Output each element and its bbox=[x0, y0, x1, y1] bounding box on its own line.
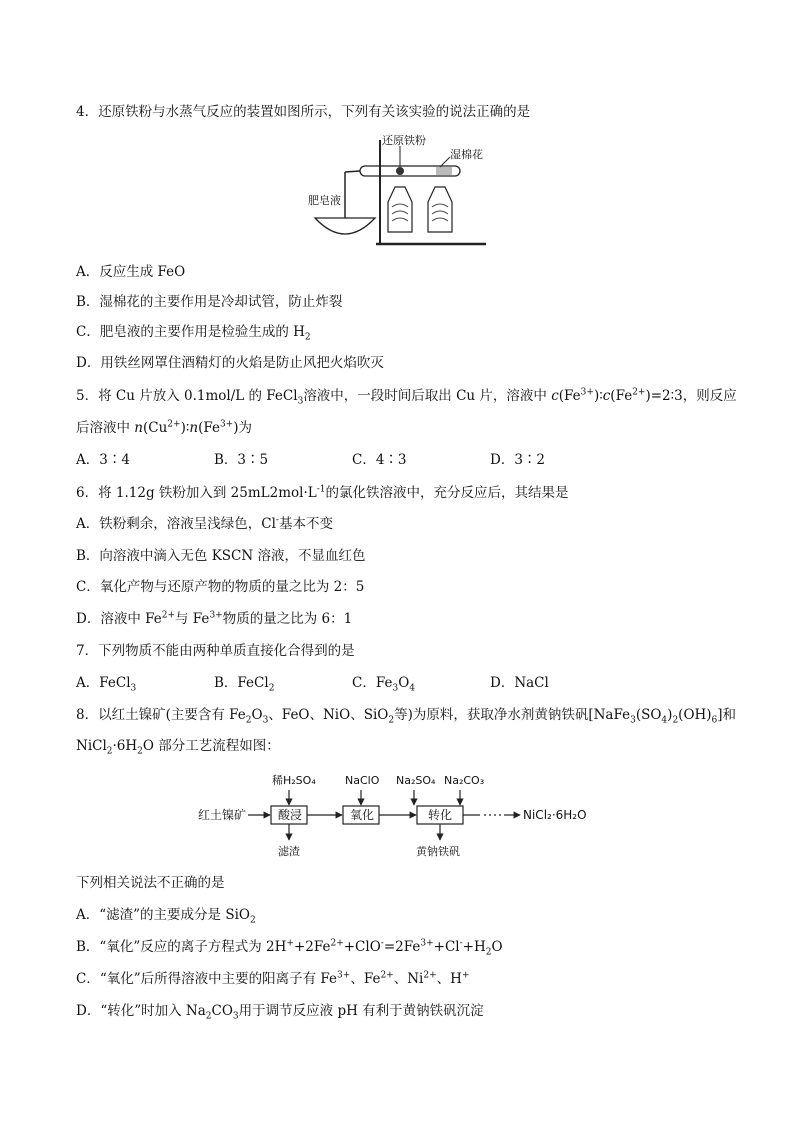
flow-start-ore: 红土镍矿 bbox=[198, 808, 247, 822]
q5-close4: )为 bbox=[233, 420, 253, 436]
soap-basin bbox=[315, 218, 375, 234]
q6-t1: 6．将 1.12g 铁粉加入到 25mL2mol·L bbox=[76, 485, 317, 501]
q8-s5: 4 bbox=[661, 715, 668, 726]
q4-option-c bbox=[76, 322, 311, 342]
alcohol-lamp-1 bbox=[388, 187, 412, 232]
q8-option-b bbox=[76, 937, 503, 957]
q5-c1: c bbox=[551, 388, 559, 404]
label-iron-powder: 还原铁粉 bbox=[382, 134, 426, 147]
q8-d-sub1: 2 bbox=[205, 1011, 212, 1022]
q8-b7: O bbox=[491, 939, 503, 955]
q6-a1: A．铁粉剩余，溶液呈浅绿色，Cl bbox=[76, 516, 276, 532]
q8-l2c: O 部分工艺流程如图： bbox=[142, 738, 280, 754]
q6-sup: -1 bbox=[316, 484, 326, 495]
label-soap-solution: 肥皂液 bbox=[308, 194, 341, 207]
q5-option-d: D．3∶2 bbox=[490, 452, 546, 468]
q6-d1: D．溶液中 Fe bbox=[76, 611, 162, 627]
q5-cu-sup: 2+ bbox=[167, 419, 181, 430]
q6-a2: 基本不变 bbox=[278, 516, 333, 532]
q7-c-sub2: 4 bbox=[409, 683, 415, 694]
q4-option-d: D．用铁丝网罩住酒精灯的火焰是防止风把火焰吹灭 bbox=[76, 355, 384, 371]
q8-d3: 用于调节反应液 pH 有利于黄钠铁矾沉淀 bbox=[238, 1003, 484, 1019]
q8-s4: 3 bbox=[630, 715, 636, 726]
q8-e: (SO bbox=[635, 707, 662, 723]
q8-b2: +2Fe bbox=[293, 939, 331, 955]
q8-l2s2: 2 bbox=[137, 746, 143, 757]
q5-cu: (Cu bbox=[143, 420, 168, 436]
q4-option-a: A．反应生成 FeO bbox=[76, 264, 186, 280]
q5-n2: n bbox=[189, 420, 199, 436]
q6-d-sup2: 3+ bbox=[209, 610, 223, 621]
q6-option-a bbox=[76, 514, 333, 534]
q8-b-s3: - bbox=[380, 938, 384, 949]
q5-c2: c bbox=[602, 388, 611, 404]
q8-l2a: NiCl bbox=[76, 738, 107, 754]
q5-t3: 后溶液中 bbox=[76, 420, 135, 436]
q7-c1: C．Fe bbox=[352, 675, 393, 691]
q8-s7: 6 bbox=[711, 715, 718, 726]
q6-t2: 的氯化铁溶液中，充分反应后，其结果是 bbox=[325, 485, 569, 501]
q5-fe3-sup: 3+ bbox=[580, 387, 594, 398]
q5-s1: 3 bbox=[297, 396, 304, 407]
q8-c-s4: + bbox=[461, 970, 470, 981]
q4-c-sub: 2 bbox=[304, 332, 311, 343]
q7-option-b bbox=[214, 673, 274, 693]
q7-option-a bbox=[76, 673, 136, 693]
flow-step-conversion: 转化 bbox=[428, 808, 453, 822]
alcohol-lamp-2 bbox=[428, 187, 452, 232]
q5-fe3b-sup: 3+ bbox=[219, 419, 234, 430]
q6-option-d bbox=[76, 609, 352, 629]
q4-option-b: B．湿棉花的主要作用是冷却试管，防止炸裂 bbox=[76, 294, 343, 310]
q8-s3: 2 bbox=[388, 715, 395, 726]
flow-reagent-naclo: NaClO bbox=[345, 774, 380, 787]
q8-stem-line2 bbox=[76, 736, 280, 756]
q8-h: ]和 bbox=[717, 707, 737, 723]
iron-powder-mark bbox=[396, 167, 404, 175]
q8-c3: 、Ni bbox=[393, 971, 424, 987]
q5-t2: 溶液中，一段时间后取出 Cu 片，溶液中 bbox=[303, 388, 552, 404]
flow-reagent-h2so4: 稀H₂SO₄ bbox=[272, 774, 316, 787]
q8-b-s1: + bbox=[286, 938, 294, 949]
q8-ask: 下列相关说法不正确的是 bbox=[76, 875, 225, 891]
q8-d2: CO bbox=[211, 1003, 233, 1019]
q5-option-a: A．3∶4 bbox=[76, 452, 130, 468]
q8-option-a bbox=[76, 905, 256, 925]
q5-fe2-sup: 2+ bbox=[632, 387, 646, 398]
q6-d3: 物质的量之比为 6：1 bbox=[222, 611, 353, 627]
q6-stem bbox=[76, 483, 568, 503]
q5-stem-line2 bbox=[76, 418, 252, 438]
q5-option-c: C．4∶3 bbox=[352, 452, 407, 468]
q6-option-c: C．氧化产物与还原产物的物质的量之比为 2：5 bbox=[76, 579, 365, 595]
q5-fe2: (Fe bbox=[610, 388, 633, 404]
flow-reagent-na2co3: Na₂CO₃ bbox=[444, 774, 485, 787]
q5-t1: 5．将 Cu 片放入 0.1mol/L 的 FeCl bbox=[76, 388, 298, 404]
q8-c-s1: 3+ bbox=[337, 970, 351, 981]
q8-process-flowchart bbox=[190, 768, 600, 864]
q5-fe3b: (Fe bbox=[198, 420, 220, 436]
q5-n1: n bbox=[134, 420, 143, 436]
q8-b6: +H bbox=[462, 939, 486, 955]
q8-stem-line1 bbox=[76, 705, 736, 725]
flow-product-nicl2: NiCl₂·6H₂O bbox=[523, 808, 587, 822]
wet-cotton-mark bbox=[436, 167, 452, 175]
q4-c-text: C．肥皂液的主要作用是检验生成的 H bbox=[76, 324, 305, 340]
q7-stem: 7．下列物质不能由两种单质直接化合得到的是 bbox=[76, 643, 355, 659]
q5-close1: )∶ bbox=[593, 388, 603, 404]
q6-option-b: B．向溶液中滴入无色 KSCN 溶液，不显血红色 bbox=[76, 548, 366, 564]
q8-b4: =2Fe bbox=[383, 939, 421, 955]
q5-fe3: (Fe bbox=[558, 388, 581, 404]
q8-d1: D．“转化”时加入 Na bbox=[76, 1003, 206, 1019]
q8-a-text: A．“滤渣”的主要成分是 SiO bbox=[76, 907, 250, 923]
q8-c4: 、H bbox=[436, 971, 462, 987]
q6-d2: 与 Fe bbox=[175, 611, 210, 627]
flow-step-acid-leach: 酸浸 bbox=[278, 808, 303, 822]
q8-c-s2: 2+ bbox=[380, 970, 394, 981]
q7-a: A．FeCl bbox=[76, 675, 131, 691]
q8-b-sub: 2 bbox=[485, 947, 492, 958]
q6-d-sup1: 2+ bbox=[161, 610, 176, 621]
q8-l2s1: 2 bbox=[106, 746, 113, 757]
flow-byproduct: 黄钠铁矾 bbox=[416, 845, 460, 858]
q6-a-sup: - bbox=[275, 515, 279, 526]
q4-stem: 4．还原铁粉与水蒸气反应的装置如图所示，下列有关该实验的说法正确的是 bbox=[76, 104, 531, 120]
q8-g: (OH) bbox=[678, 707, 712, 723]
q8-b1: B．“氧化”反应的离子方程式为 2H bbox=[76, 939, 287, 955]
label-wet-cotton: 湿棉花 bbox=[450, 148, 483, 161]
q8-b-s4: 3+ bbox=[420, 938, 434, 949]
q8-a: 8．以红土镍矿(主要含有 Fe bbox=[76, 707, 246, 723]
q7-a-sub: 3 bbox=[130, 683, 137, 694]
q8-d: 等)为原料，获取净水剂黄钠铁矾[NaFe bbox=[394, 707, 631, 723]
q7-c-sub1: 3 bbox=[392, 683, 399, 694]
q7-b-sub: 2 bbox=[268, 683, 275, 694]
q7-option-c bbox=[352, 673, 415, 693]
q8-b-s2: 2+ bbox=[330, 938, 344, 949]
q7-b: B．FeCl bbox=[214, 675, 269, 691]
q5-close3: )∶ bbox=[180, 420, 190, 436]
q8-s1: 2 bbox=[245, 715, 252, 726]
q5-close2: )=2∶3，则反应 bbox=[645, 388, 737, 404]
flow-reagent-na2so4: Na₂SO₄ bbox=[396, 774, 436, 787]
q8-b5: +Cl bbox=[433, 939, 460, 955]
q8-c-s3: 2+ bbox=[423, 970, 437, 981]
q8-b3: +ClO bbox=[343, 939, 381, 955]
delivery-tube-horizontal bbox=[345, 171, 360, 172]
q8-f: ) bbox=[667, 707, 673, 723]
q8-a-sub: 2 bbox=[249, 915, 256, 926]
q8-option-d bbox=[76, 1001, 484, 1021]
q8-b: O bbox=[251, 707, 263, 723]
q8-c2: 、Fe bbox=[350, 971, 381, 987]
q8-l2b: ·6H bbox=[112, 738, 138, 754]
q8-c: 、FeO、NiO、SiO bbox=[268, 707, 389, 723]
flow-residue: 滤渣 bbox=[278, 845, 300, 858]
q7-c2: O bbox=[398, 675, 410, 691]
q8-b-s5: - bbox=[459, 938, 463, 949]
q8-d-sub2: 3 bbox=[232, 1011, 239, 1022]
q4-apparatus-figure bbox=[300, 132, 500, 250]
q5-stem-line1 bbox=[76, 386, 737, 406]
q8-s6: 2 bbox=[672, 715, 679, 726]
q8-s2: 3 bbox=[262, 715, 269, 726]
q8-option-c bbox=[76, 969, 469, 989]
flow-step-oxidation: 氧化 bbox=[350, 808, 375, 822]
q7-option-d: D．NaCl bbox=[490, 675, 549, 691]
q5-option-b: B．3∶5 bbox=[214, 452, 269, 468]
q8-c1: C．“氧化”后所得溶液中主要的阳离子有 Fe bbox=[76, 971, 338, 987]
